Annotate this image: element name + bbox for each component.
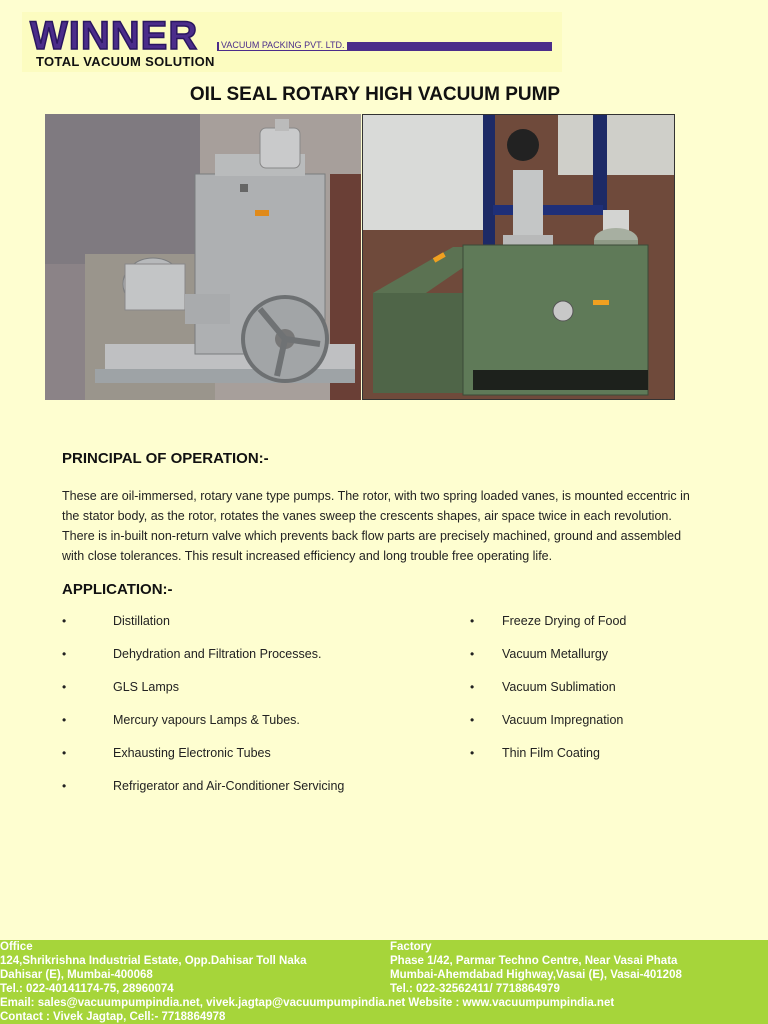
- company-name: VACUUM PACKING PVT. LTD.: [221, 40, 345, 50]
- logo-wordmark: WINNER: [30, 14, 199, 58]
- bullet-icon: •: [470, 647, 475, 661]
- contact-line: Contact : Vivek Jagtap, Cell:- 7718864978: [0, 1011, 226, 1023]
- pump-photo-grey: [45, 114, 361, 400]
- page-title: OIL SEAL ROTARY HIGH VACUUM PUMP: [189, 84, 561, 105]
- company-tagline: TOTAL VACUUM SOLUTION: [36, 54, 215, 69]
- bullet-icon: •: [62, 647, 67, 661]
- bullet-icon: •: [470, 713, 475, 727]
- principle-line: These are oil-immersed, rotary vane type pumps. The rotor, with two spring loaded vanes, is mounted eccentric in: [62, 489, 690, 503]
- office-phone: Tel.: 022-40141174-75, 28960074: [0, 983, 174, 995]
- factory-line: Mumbai-Ahemdabad Highway,Vasai (E), Vasai-401208: [390, 969, 682, 981]
- bullet-icon: •: [62, 779, 67, 793]
- factory-label: Factory: [390, 941, 432, 953]
- principle-line: the stator body, as the rotor, rotates the vanes sweep the crescents shapes, air space twice in each revolution.: [62, 509, 672, 523]
- pump-photo-green: [362, 114, 675, 400]
- bullet-icon: •: [62, 746, 67, 760]
- company-header: [22, 12, 562, 72]
- principle-line: There is in-built non-return valve which prevents back flow parts are precisely machined, ground and assembled: [62, 529, 682, 543]
- bullet-icon: •: [62, 713, 67, 727]
- factory-phone: Tel.: 022-32562411/ 7718864979: [390, 983, 560, 995]
- grey-pump-image: [45, 114, 361, 400]
- principle-paragraph: [62, 486, 722, 566]
- bullet-icon: •: [470, 680, 475, 694]
- principle-heading: PRINCIPAL OF OPERATION:-: [62, 450, 269, 467]
- bullet-icon: •: [470, 614, 475, 628]
- contact-footer: [0, 940, 768, 1024]
- bullet-icon: •: [470, 746, 475, 760]
- principle-line: with close tolerances. This result increased efficiency and long trouble free operating life.: [62, 549, 553, 563]
- office-line: 124,Shrikrishna Industrial Estate, Opp.Dahisar Toll Naka: [0, 955, 307, 967]
- office-address: [0, 940, 307, 996]
- green-pump-image: [363, 115, 675, 400]
- office-label: Office: [0, 941, 33, 953]
- application-heading: APPLICATION:-: [62, 581, 173, 598]
- bullet-icon: •: [62, 680, 67, 694]
- factory-address: [390, 940, 682, 996]
- bullet-icon: •: [62, 614, 67, 628]
- email-website-line: Email: sales@vacuumpumpindia.net, vivek.jagtap@vacuumpumpindia.net Website : www.vacuumpumpindia.net: [0, 997, 615, 1009]
- office-line: Dahisar (E), Mumbai-400068: [0, 969, 153, 981]
- factory-line: Phase 1/42, Parmar Techno Centre, Near Vasai Phata: [390, 955, 678, 967]
- product-photos: [45, 114, 675, 400]
